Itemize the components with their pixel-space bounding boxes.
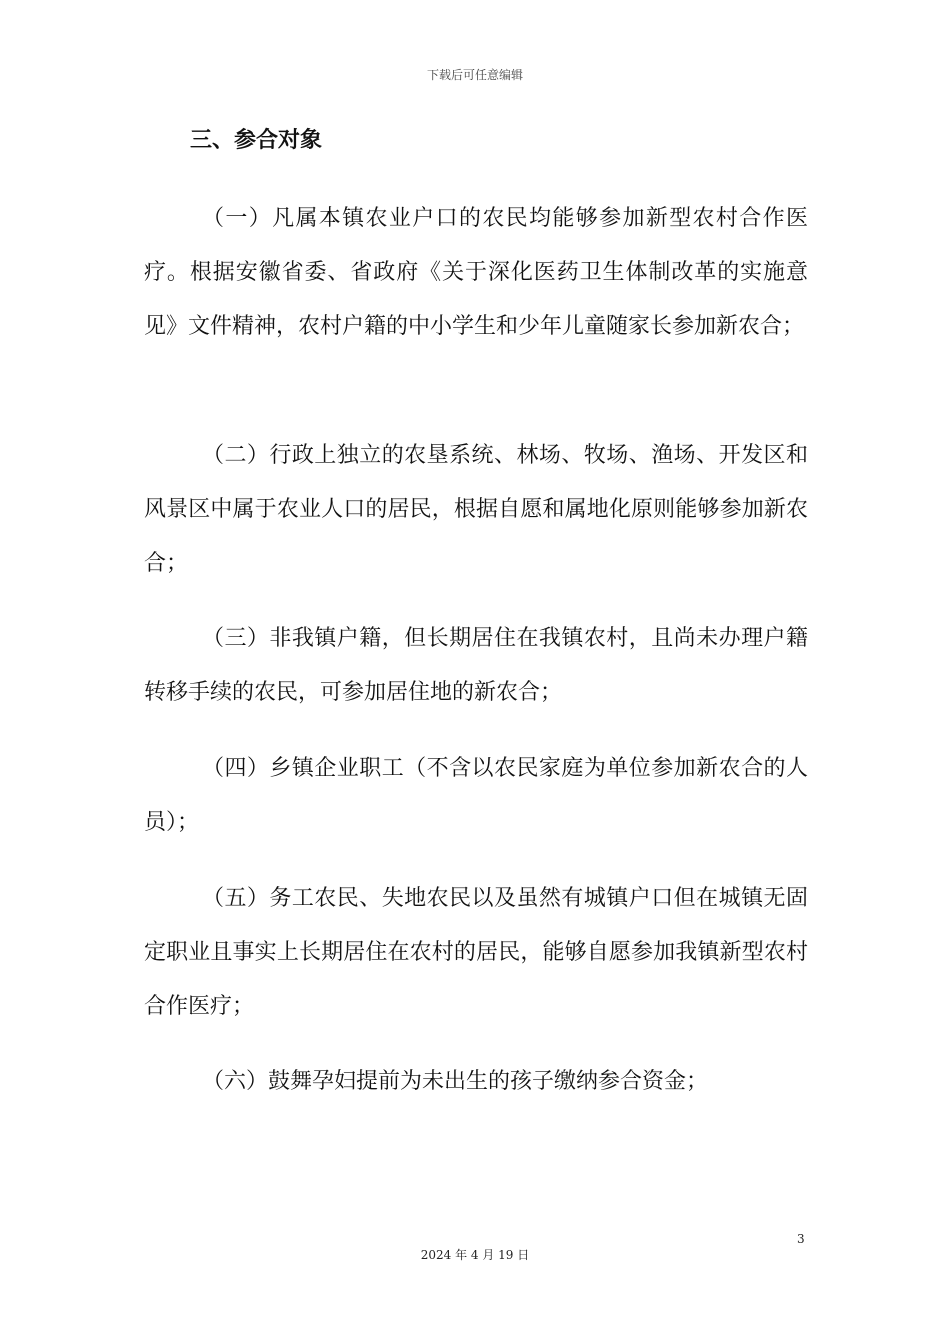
- paragraph-5: （五）务工农民、失地农民以及虽然有城镇户口但在城镇无固定职业且事实上长期居住在农村的居民，能够自愿参加我镇新型农村合作医疗；: [144, 886, 808, 1019]
- page-number: 3: [797, 1232, 805, 1246]
- paragraph-3: （三）非我镇户籍，但长期居住在我镇农村，且尚未办理户籍转移手续的农民，可参加居住地的新农合；: [144, 626, 808, 705]
- paragraph-2: （二）行政上独立的农垦系统、林场、牧场、渔场、开发区和风景区中属于农业人口的居民，根据自愿和属地化原则能够参加新农合；: [144, 443, 808, 576]
- header-note: 下载后可任意编辑: [426, 68, 523, 82]
- section-title: 三、参合对象: [190, 128, 323, 153]
- paragraph-4: （四）乡镇企业职工（不含以农民家庭为单位参加新农合的人员）；: [144, 756, 808, 835]
- paragraph-6: （六）鼓舞孕妇提前为未出生的孩子缴纳参合资金；: [202, 1069, 709, 1094]
- paragraph-1: （一）凡属本镇农业户口的农民均能够参加新型农村合作医疗。根据安徽省委、省政府《关于深化医药卫生体制改革的实施意见》文件精神，农村户籍的中小学生和少年儿童随家长参加新农合；: [144, 206, 808, 339]
- footer-date: 2024 年 4 月 19 日: [420, 1248, 530, 1262]
